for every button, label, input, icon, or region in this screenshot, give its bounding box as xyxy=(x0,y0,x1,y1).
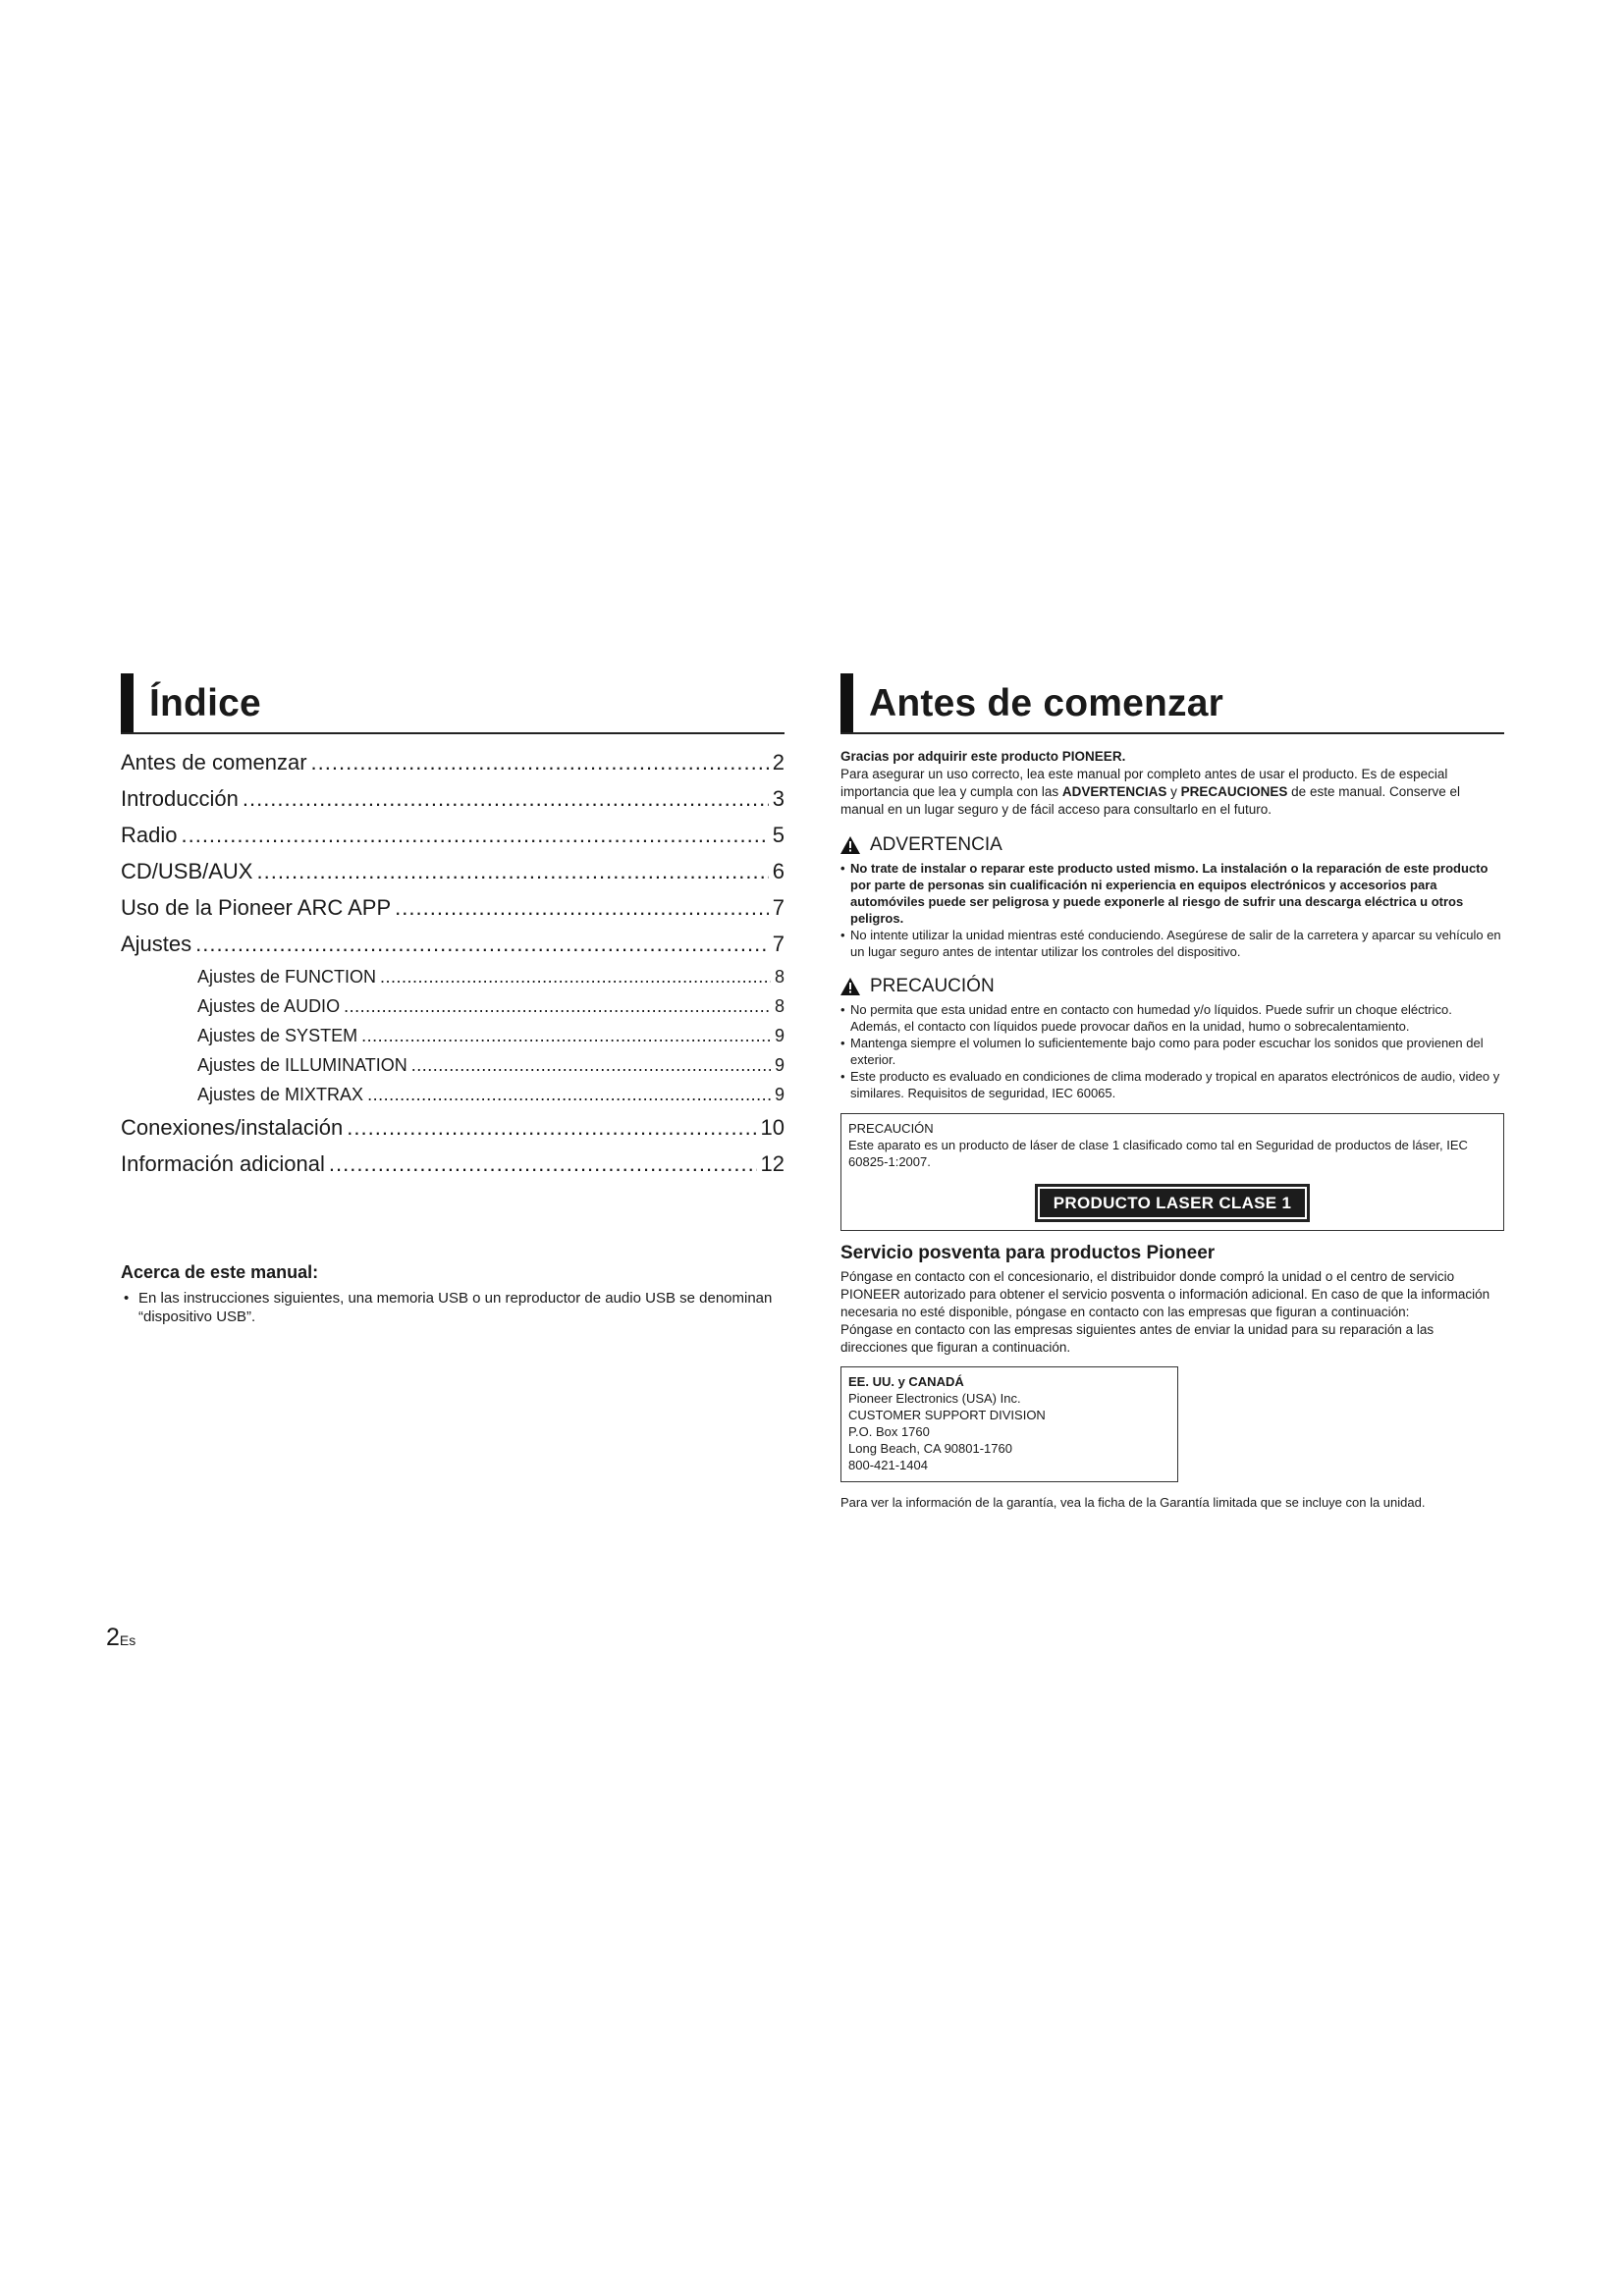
toc-label: Ajustes de ILLUMINATION xyxy=(197,1055,407,1075)
leader-dots xyxy=(329,1146,757,1182)
service-paragraph: Póngase en contacto con las empresas siguientes antes de enviar la unidad para su reparación a las direcciones que figuran a continuación. xyxy=(840,1322,1435,1355)
toc-subentry[interactable] xyxy=(121,1080,785,1109)
toc-entry[interactable] xyxy=(121,1109,785,1146)
warning-bullet: • No trate de instalar o reparar este producto usted mismo. La instalación o la reparación de este producto por parte de personas sin cualificación ni experiencia en equipos electrónicos y accesorios para automóviles puede ser peligrosa y puede exponerle al riesgo de sufrir una descarga eléctrica u otros peligros. xyxy=(840,860,1504,927)
toc-label: Ajustes de SYSTEM xyxy=(197,1026,358,1045)
laser-label-wrap xyxy=(848,1184,1496,1222)
before-body xyxy=(840,748,1504,1511)
toc-page: 2 xyxy=(772,750,785,774)
toc-label: Conexiones/instalación xyxy=(121,1115,344,1140)
thanks-text: Gracias por adquirir este producto PIONEER. xyxy=(840,749,1126,764)
toc-label: Introducción xyxy=(121,786,239,811)
toc-label: Información adicional xyxy=(121,1151,325,1176)
heading-bar xyxy=(121,673,134,732)
toc-entry[interactable] xyxy=(121,889,785,926)
toc-label: CD/USB/AUX xyxy=(121,859,253,883)
intro-bold-cautions: PRECAUCIONES xyxy=(1180,784,1288,799)
toc-label: Radio xyxy=(121,823,178,847)
address-line: Long Beach, CA 90801-1760 xyxy=(848,1441,1012,1456)
toc-page: 6 xyxy=(772,859,785,883)
toc-subentry[interactable] xyxy=(121,1050,785,1080)
leader-dots xyxy=(256,853,768,889)
toc-page: 9 xyxy=(774,1026,785,1045)
caution-heading-text: PRECAUCIÓN xyxy=(870,976,995,996)
leader-dots xyxy=(380,962,771,991)
leader-dots xyxy=(195,926,769,962)
toc-label: Antes de comenzar xyxy=(121,750,307,774)
toc-entry[interactable] xyxy=(121,853,785,889)
page-number-value: 2 xyxy=(106,1624,120,1651)
toc-entry[interactable] xyxy=(121,744,785,780)
about-manual-heading: Acerca de este manual: xyxy=(121,1262,319,1282)
laser-class-label-text: PRODUCTO LASER CLASE 1 xyxy=(1040,1189,1305,1217)
intro-text: Para asegurar un uso correcto, lea este manual por completo antes de usar el producto. Es de especial importancia que lea y cumpla con las xyxy=(840,767,1448,799)
leader-dots xyxy=(181,817,768,853)
toc-page: 10 xyxy=(760,1115,785,1140)
laser-caution-box xyxy=(840,1113,1504,1231)
address-line: P.O. Box 1760 xyxy=(848,1424,930,1439)
address-phone: 800-421-1404 xyxy=(848,1458,928,1472)
warning-heading-text: ADVERTENCIA xyxy=(870,834,1002,855)
leader-dots xyxy=(344,991,771,1021)
caution-bullet: • Este producto es evaluado en condiciones de clima moderado y tropical en aparatos electrónicos de audio, video y similares. Requisitos de seguridad, IEC 60065. xyxy=(840,1068,1504,1101)
warning-bullet: • No intente utilizar la unidad mientras esté conduciendo. Asegúrese de salir de la carretera y aparcar su vehículo en un lugar seguro antes de intentar utilizar los controles del dispositivo. xyxy=(840,927,1504,960)
toc-page: 3 xyxy=(772,786,785,811)
leader-dots xyxy=(347,1109,756,1146)
toc-page: 7 xyxy=(772,932,785,956)
laser-box-text: Este aparato es un producto de láser de clase 1 clasificado como tal en Seguridad de productos de láser, IEC 60825-1:2007. xyxy=(848,1138,1468,1169)
warranty-note: Para ver la información de la garantía, vea la ficha de la Garantía limitada que se incluye con la unidad. xyxy=(840,1495,1426,1510)
toc-page: 7 xyxy=(772,895,785,920)
intro-paragraph xyxy=(840,766,1504,819)
before-heading xyxy=(840,673,1504,734)
toc-label: Ajustes xyxy=(121,932,192,956)
laser-class-label xyxy=(1035,1184,1310,1222)
table-of-contents xyxy=(121,744,785,1182)
intro-bold-warnings: ADVERTENCIAS xyxy=(1061,784,1167,799)
caution-bullet: • Mantenga siempre el volumen lo suficientemente bajo como para poder escuchar los sonidos que provienen del exterior. xyxy=(840,1035,1504,1068)
service-heading: Servicio posventa para productos Pioneer xyxy=(840,1243,1216,1263)
toc-page: 9 xyxy=(774,1055,785,1075)
toc-entry[interactable] xyxy=(121,780,785,817)
page-number xyxy=(106,1624,135,1652)
about-manual-bullet: • En las instrucciones siguientes, una memoria USB o un reproductor de audio USB se denominan “dispositivo USB”. xyxy=(121,1289,785,1326)
leader-dots xyxy=(243,780,769,817)
toc-subentry[interactable] xyxy=(121,1021,785,1050)
toc-label: Uso de la Pioneer ARC APP xyxy=(121,895,392,920)
intro-text: de este manual. Conserve el manual en un lugar seguro y de fácil acceso para consultarlo en el futuro. xyxy=(840,784,1461,817)
toc-page: 8 xyxy=(774,967,785,987)
address-line: CUSTOMER SUPPORT DIVISION xyxy=(848,1408,1046,1422)
warning-triangle-icon xyxy=(840,836,860,854)
caution-heading xyxy=(840,978,1504,995)
warning-heading xyxy=(840,836,1504,854)
leader-dots xyxy=(367,1080,771,1109)
address-box xyxy=(840,1366,1178,1482)
toc-subentry[interactable] xyxy=(121,962,785,991)
before-column xyxy=(840,673,1504,1511)
toc-page: 5 xyxy=(772,823,785,847)
index-title: Índice xyxy=(149,681,261,724)
toc-entry[interactable] xyxy=(121,926,785,962)
toc-entry[interactable] xyxy=(121,817,785,853)
caution-bullet: • No permita que esta unidad entre en contacto con humedad y/o líquidos. Puede sufrir un choque eléctrico. Además, el contacto con líquidos puede provocar daños en la unidad, humo o sobrecalentamiento. xyxy=(840,1001,1504,1035)
page-language: Es xyxy=(119,1632,136,1648)
leader-dots xyxy=(361,1021,771,1050)
toc-page: 9 xyxy=(774,1085,785,1104)
leader-dots xyxy=(411,1050,771,1080)
toc-label: Ajustes de AUDIO xyxy=(197,996,341,1016)
address-region: EE. UU. y CANADÁ xyxy=(848,1374,964,1389)
heading-bar xyxy=(840,673,853,732)
toc-page: 8 xyxy=(774,996,785,1016)
leader-dots xyxy=(311,744,769,780)
leader-dots xyxy=(395,889,769,926)
intro-text: y xyxy=(1166,784,1181,799)
address-line: Pioneer Electronics (USA) Inc. xyxy=(848,1391,1021,1406)
before-title: Antes de comenzar xyxy=(869,681,1224,724)
toc-label: Ajustes de FUNCTION xyxy=(197,967,377,987)
service-paragraph: Póngase en contacto con el concesionario, el distribuidor donde compró la unidad o el centro de servicio PIONEER autorizado para obtener el servicio posventa o información adicional. En caso de que la información necesaria no esté disponible, póngase en contacto con las empresas que figuran a continuación: xyxy=(840,1269,1490,1319)
index-heading xyxy=(121,673,785,734)
toc-subentry[interactable] xyxy=(121,991,785,1021)
laser-box-heading: PRECAUCIÓN xyxy=(848,1121,934,1136)
index-column xyxy=(121,673,785,1182)
toc-page: 12 xyxy=(760,1151,785,1176)
caution-triangle-icon xyxy=(840,978,860,995)
toc-label: Ajustes de MIXTRAX xyxy=(197,1085,364,1104)
toc-entry[interactable] xyxy=(121,1146,785,1182)
about-manual-section xyxy=(121,1262,785,1326)
